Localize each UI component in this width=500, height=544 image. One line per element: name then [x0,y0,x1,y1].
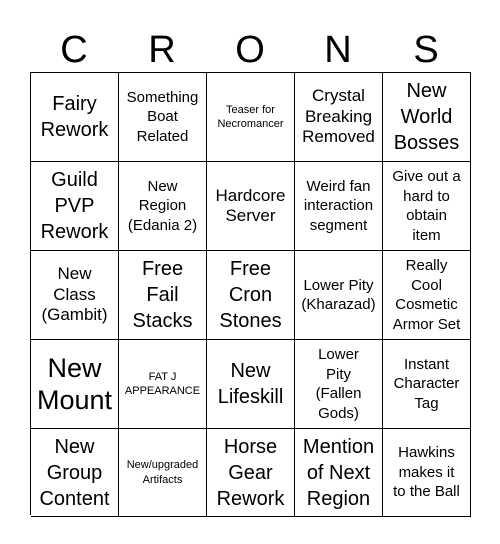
bingo-cell-r5-c4[interactable]: Mention of Next Region [295,429,383,517]
bingo-cell-r5-c1[interactable]: New Group Content [31,429,119,517]
bingo-cell-r3-c1[interactable]: New Class (Gambit) [31,251,119,340]
header-letter-n: N [324,29,352,71]
bingo-cell-r2-c5[interactable]: Give out a hard to obtain item [383,162,471,251]
bingo-cell-r4-c5[interactable]: Instant Character Tag [383,340,471,429]
bingo-cell-r2-c1[interactable]: Guild PVP Rework [31,162,119,251]
bingo-cell-r4-c1[interactable]: New Mount [31,340,119,429]
bingo-cell-r2-c3[interactable]: Hardcore Server [207,162,295,251]
bingo-cell-r1-c5[interactable]: New World Bosses [383,73,471,162]
bingo-cell-r5-c2[interactable]: New/upgraded Artifacts [119,429,207,517]
bingo-cell-r3-c5[interactable]: Really Cool Cosmetic Armor Set [383,251,471,340]
bingo-cell-r1-c2[interactable]: Something Boat Related [119,73,207,162]
header-letter-o: O [235,29,265,71]
bingo-cell-r1-c3[interactable]: Teaser for Necromancer [207,73,295,162]
bingo-cell-r3-c4[interactable]: Lower Pity (Kharazad) [295,251,383,340]
bingo-cell-r4-c3[interactable]: New Lifeskill [207,340,295,429]
bingo-cell-r3-c2[interactable]: Free Fail Stacks [119,251,207,340]
bingo-cell-r4-c2[interactable]: FAT J APPEARANCE [119,340,207,429]
header-letter-r: R [148,29,176,71]
bingo-cell-r1-c1[interactable]: Fairy Rework [31,73,119,162]
bingo-cell-r3-c3[interactable]: Free Cron Stones [207,251,295,340]
bingo-cell-r5-c5[interactable]: Hawkins makes it to the Ball [383,429,471,517]
bingo-cell-r5-c3[interactable]: Horse Gear Rework [207,429,295,517]
bingo-cell-r2-c4[interactable]: Weird fan interaction segment [295,162,383,251]
bingo-cell-r2-c2[interactable]: New Region (Edania 2) [119,162,207,251]
bingo-grid [30,72,471,515]
bingo-cell-r4-c4[interactable]: Lower Pity (Fallen Gods) [295,340,383,429]
header-letter-s: S [413,29,439,71]
header-letter-c: C [60,29,88,71]
bingo-cell-r1-c4[interactable]: Crystal Breaking Removed [295,73,383,162]
bingo-header [30,28,470,72]
